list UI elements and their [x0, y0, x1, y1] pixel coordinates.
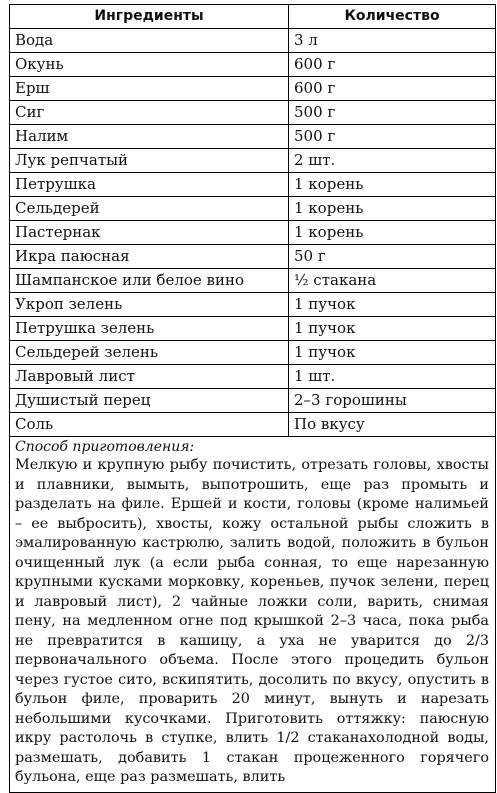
method-text: Мелкую и крупную рыбу почистить, отрезать головы, хвосты и плавники, вымыть, выпотрошить, еще раз промыть и разделать на филе. Ершей и кости, головы (кроме налимьей – ее выбросить), хвосты, кожу остальной рыбы сложить в эмалированную кастрюлю, залить водой, положить в бульон очищенный лук (а если рыба сонная, то еще нарезанную крупными кусками морковку, кореньев, пучок зелени, перец и лавровый лист), 2 чайные ложки соли, варить, снимая пену, на медленном огне под крышкой 2–3 часа, пока рыба не превратится в кашицу, а уха не уварится до 2/3 первоначального объема. После этого процедить бульон через густое сито, вскипятить, досолить по вкусу, опустить в бульон филе, проварить 20 минут, вынуть и нарезать небольшими кусочками. Приготовить оттяжку: паюсную икру растолочь в ступке, влить 1/2 стаканахолодной воды, размешать, добавить 1 стакан процеженного горячего бульона, еще раз размешать, влить [15, 457, 489, 785]
ingredient-cell: Налим [10, 125, 289, 149]
method-row [10, 437, 496, 793]
ingredient-cell: Окунь [10, 53, 289, 77]
amount-cell: 1 пучок [289, 317, 496, 341]
table-row [10, 53, 496, 77]
ingredient-cell: Лавровый лист [10, 365, 289, 389]
amount-cell: По вкусу [289, 413, 496, 437]
table-row [10, 29, 496, 53]
table-row [10, 389, 496, 413]
amount-cell: 1 шт. [289, 365, 496, 389]
table-row [10, 125, 496, 149]
table-row [10, 197, 496, 221]
ingredients-table [9, 4, 496, 793]
amount-cell: 1 корень [289, 173, 496, 197]
ingredient-cell: Сиг [10, 101, 289, 125]
header-quantity: Количество [289, 5, 496, 29]
table-row [10, 341, 496, 365]
amount-cell: 500 г [289, 125, 496, 149]
amount-cell: ½ стакана [289, 269, 496, 293]
ingredient-cell: Петрушка зелень [10, 317, 289, 341]
table-row [10, 365, 496, 389]
ingredient-cell: Шампанское или белое вино [10, 269, 289, 293]
table-row [10, 317, 496, 341]
table-row [10, 293, 496, 317]
ingredient-cell: Пастернак [10, 221, 289, 245]
ingredient-cell: Сельдерей [10, 197, 289, 221]
amount-cell: 600 г [289, 53, 496, 77]
amount-cell: 600 г [289, 77, 496, 101]
ingredient-cell: Петрушка [10, 173, 289, 197]
table-row [10, 221, 496, 245]
ingredient-cell: Лук репчатый [10, 149, 289, 173]
table-header-row [10, 5, 496, 29]
table-row [10, 149, 496, 173]
ingredient-cell: Ерш [10, 77, 289, 101]
amount-cell: 1 корень [289, 197, 496, 221]
amount-cell: 1 корень [289, 221, 496, 245]
ingredient-cell: Икра паюсная [10, 245, 289, 269]
recipe-document [9, 4, 495, 793]
table-row [10, 173, 496, 197]
amount-cell: 50 г [289, 245, 496, 269]
table-row [10, 413, 496, 437]
ingredient-cell: Сельдерей зелень [10, 341, 289, 365]
amount-cell: 3 л [289, 29, 496, 53]
amount-cell: 1 пучок [289, 293, 496, 317]
method-title: Способ приготовления: [15, 439, 195, 455]
ingredient-cell: Вода [10, 29, 289, 53]
ingredient-cell: Душистый перец [10, 389, 289, 413]
table-row [10, 245, 496, 269]
amount-cell: 2 шт. [289, 149, 496, 173]
header-ingredients: Ингредиенты [10, 5, 289, 29]
amount-cell: 500 г [289, 101, 496, 125]
table-row [10, 77, 496, 101]
amount-cell: 2–3 горошины [289, 389, 496, 413]
amount-cell: 1 пучок [289, 341, 496, 365]
ingredient-cell: Соль [10, 413, 289, 437]
method-cell [10, 437, 496, 793]
table-row [10, 269, 496, 293]
ingredient-cell: Укроп зелень [10, 293, 289, 317]
table-row [10, 101, 496, 125]
